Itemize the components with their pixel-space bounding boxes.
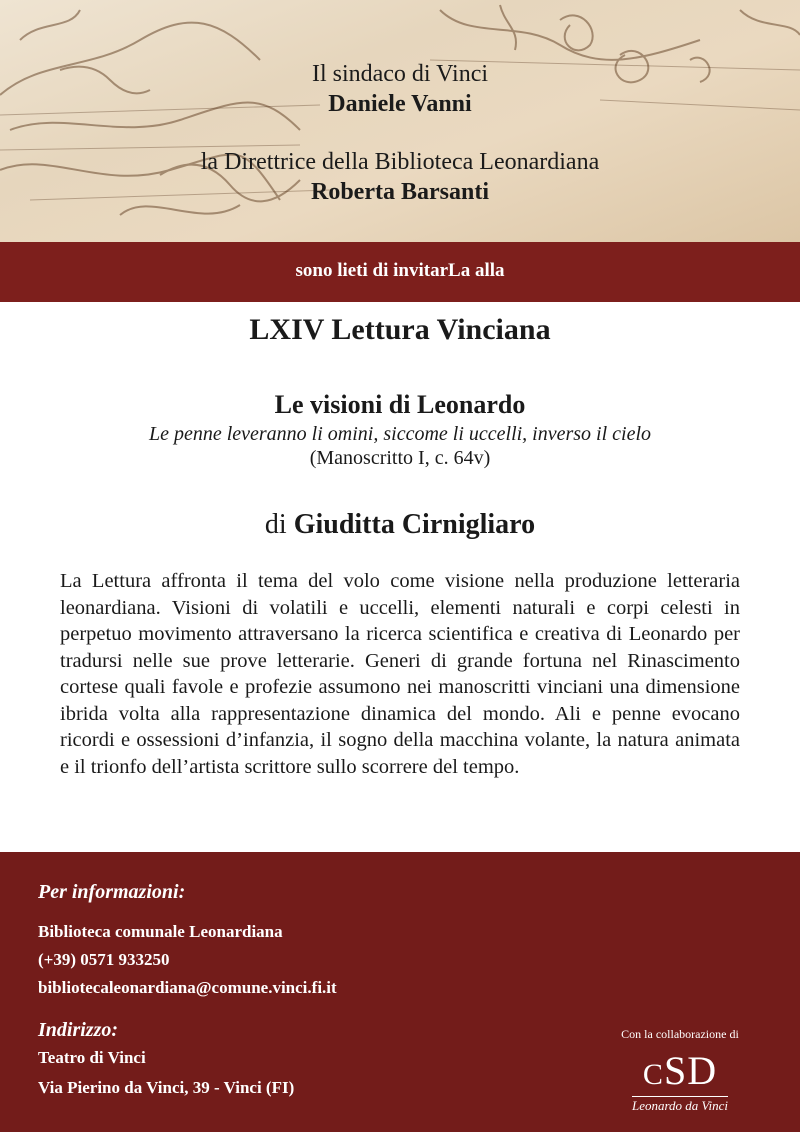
csd-logo-subtitle: Leonardo da Vinci [631,1098,729,1113]
address-heading: Indirizzo: [38,1019,119,1041]
venue-name: Teatro di Vinci [38,1048,146,1067]
mayor-title: Il sindaco di Vinci [311,61,489,87]
phone-number[interactable]: (+39) 0571 933250 [38,950,170,969]
event-title: LXIV Lettura Vinciana [249,313,551,346]
event-subtitle: Le visioni di Leonardo [274,390,526,419]
author-name: Giuditta Cirnigliaro [293,509,536,540]
info-footer [0,852,800,1132]
author-prefix: di [264,509,287,540]
event-quote: Le penne leveranno li omini, siccome li uccelli, inverso il cielo [148,423,652,445]
director-title: la Direttrice della Biblioteca Leonardiana [200,149,600,175]
collaboration-label: Con la collaborazione di [621,1027,739,1041]
info-heading: Per informazioni: [38,881,186,903]
library-name: Biblioteca comunale Leonardiana [38,922,283,941]
manuscript-header [0,0,800,242]
csd-logo-mark: CSD [642,1048,718,1093]
email-link[interactable]: bibliotecaleonardiana@comune.vinci.fi.it [38,978,337,997]
csd-logo [620,1050,740,1120]
street-address: Via Pierino da Vinci, 39 - Vinci (FI) [38,1078,295,1097]
author-line [0,508,800,542]
mayor-name: Daniele Vanni [328,91,472,117]
event-description: La Lettura affronta il tema del volo come visione nella produzione letteraria leonardiana. Visioni di volatili e uccelli, elementi naturali e corpi celesti in perpetuo movimento attraversano la ricerca scientifica e creativa di Leonardo per tradursi nelle sue prove letterarie. Generi di grande fortuna nel Rinascimento cortese quali favole e profezie assumono nei manoscritti vinciani una dimensione ibrida volta alla rappresentazione dinamica del mondo. Ali e penne evocano ricordi e ossessioni d’infanzia, il sogno della macchina volante, la natura animata e il trionfo dell’artista scrittore sullo scorrere del tempo. [60,570,740,778]
manuscript-reference: (Manoscritto I, c. 64v) [309,447,491,469]
invitation-band: sono lieti di invitarLa alla [0,242,800,302]
director-name: Roberta Barsanti [311,179,489,205]
